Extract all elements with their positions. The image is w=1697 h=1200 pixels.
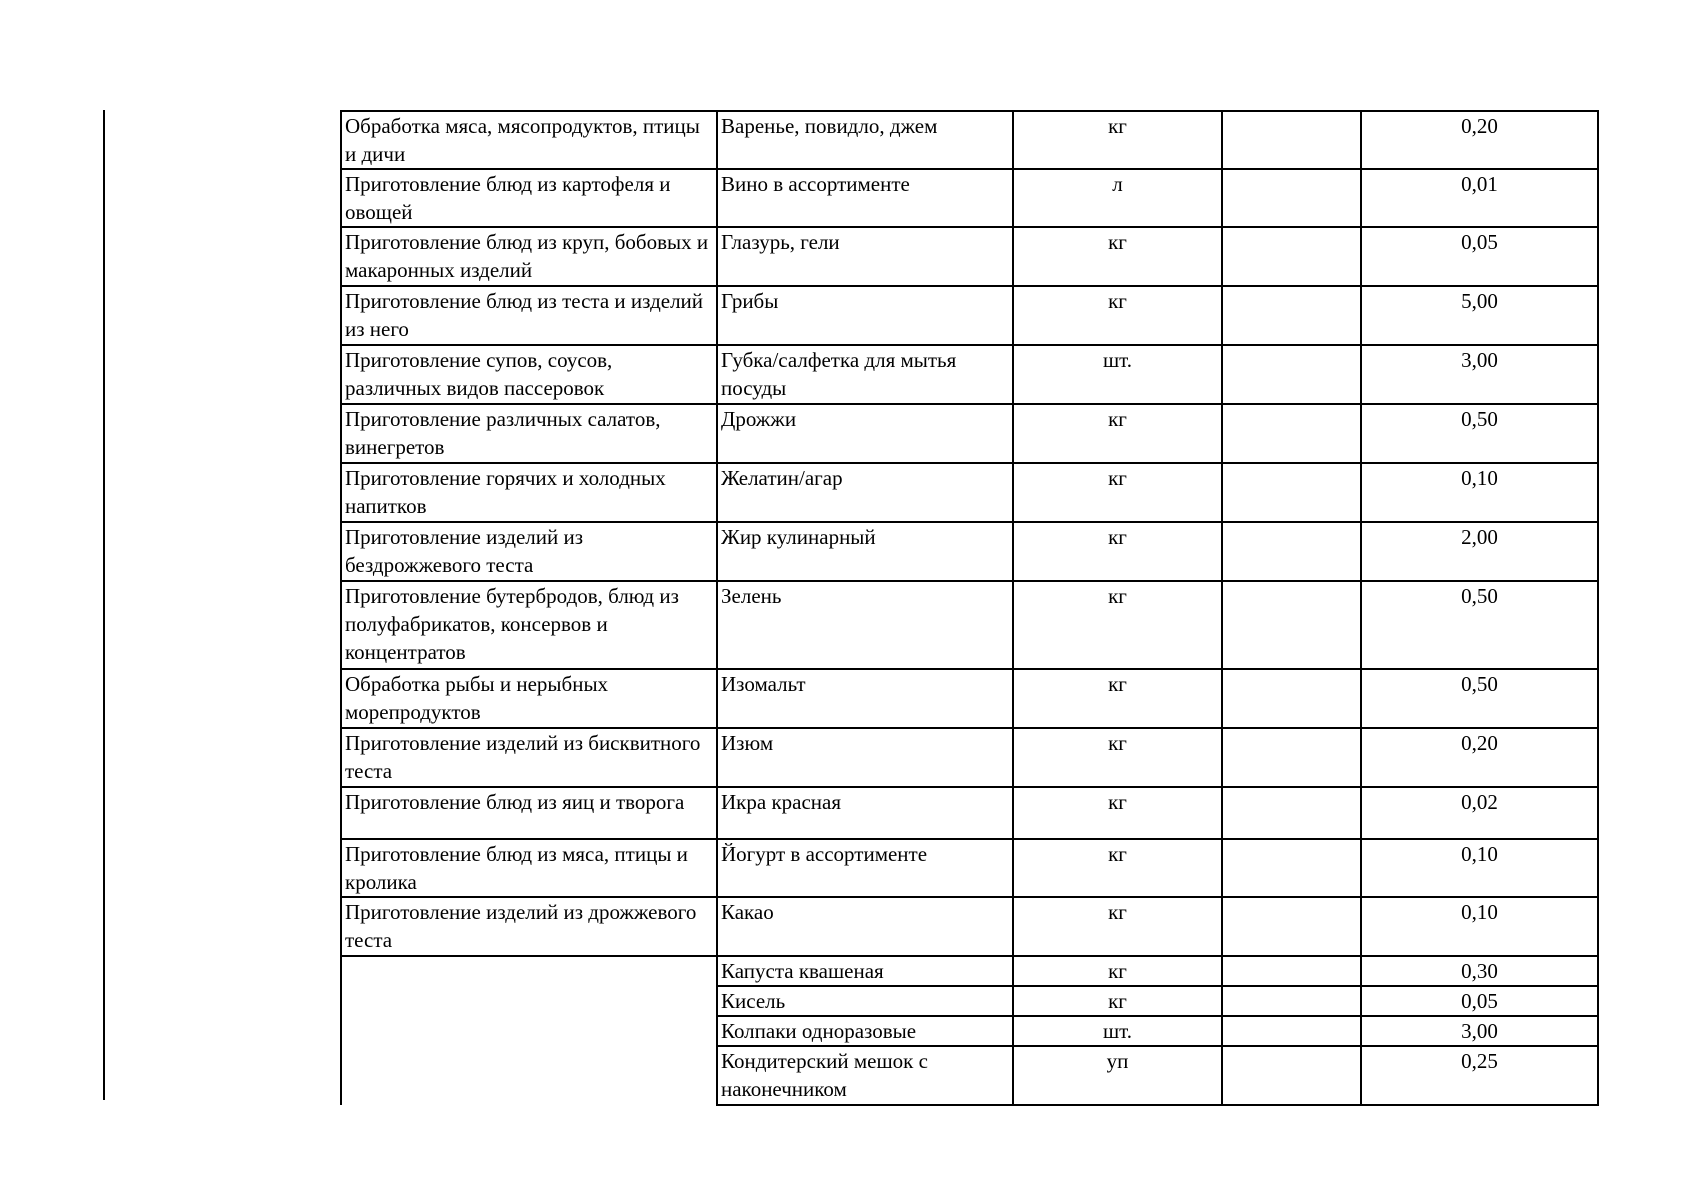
- empty-cell: [1222, 1016, 1361, 1046]
- quantity-cell: 0,30: [1361, 956, 1598, 986]
- unit-cell: шт.: [1013, 1016, 1222, 1046]
- empty-cell: [1222, 669, 1361, 728]
- left-margin-rule: [103, 110, 105, 1100]
- empty-cell: [1222, 839, 1361, 897]
- quantity-cell: 0,50: [1361, 581, 1598, 669]
- work-cell: Приготовление блюд из картофеля и овощей: [341, 169, 717, 227]
- work-cell: Приготовление изделий из бездрожжевого теста: [341, 522, 717, 581]
- empty-cell: [1222, 286, 1361, 345]
- item-cell: Дрожжи: [717, 404, 1013, 463]
- table-row: [341, 169, 1598, 227]
- work-cell: Приготовление изделий из дрожжевого теста: [341, 897, 717, 956]
- work-cell: Приготовление блюд из мяса, птицы и кролика: [341, 839, 717, 897]
- unit-cell: кг: [1013, 227, 1222, 286]
- empty-cell: [1222, 986, 1361, 1016]
- item-cell: Икра красная: [717, 787, 1013, 839]
- unit-cell: кг: [1013, 986, 1222, 1016]
- table-row: [341, 669, 1598, 728]
- empty-cell: [1222, 897, 1361, 956]
- empty-cell: [1222, 404, 1361, 463]
- unit-cell: кг: [1013, 286, 1222, 345]
- quantity-cell: 0,01: [1361, 169, 1598, 227]
- empty-cell: [1222, 728, 1361, 787]
- materials-table: [340, 110, 1599, 1106]
- empty-cell: [1222, 463, 1361, 522]
- unit-cell: кг: [1013, 669, 1222, 728]
- work-cell: Приготовление бутербродов, блюд из полуфабрикатов, консервов и концентратов: [341, 581, 717, 669]
- empty-cell: [1222, 227, 1361, 286]
- empty-cell: [1222, 787, 1361, 839]
- table-row: [341, 345, 1598, 404]
- quantity-cell: 3,00: [1361, 1016, 1598, 1046]
- quantity-cell: 0,50: [1361, 669, 1598, 728]
- unit-cell: уп: [1013, 1046, 1222, 1105]
- item-cell: Йогурт в ассортименте: [717, 839, 1013, 897]
- item-cell: Вино в ассортименте: [717, 169, 1013, 227]
- empty-cell: [1222, 345, 1361, 404]
- unit-cell: кг: [1013, 787, 1222, 839]
- item-cell: Изюм: [717, 728, 1013, 787]
- quantity-cell: 0,25: [1361, 1046, 1598, 1105]
- work-cell: Приготовление изделий из бисквитного теста: [341, 728, 717, 787]
- work-cell: Приготовление различных салатов, винегретов: [341, 404, 717, 463]
- table-row: [341, 463, 1598, 522]
- empty-cell: [1222, 1046, 1361, 1105]
- quantity-cell: 0,05: [1361, 986, 1598, 1016]
- item-cell: Какао: [717, 897, 1013, 956]
- unit-cell: кг: [1013, 728, 1222, 787]
- item-cell: Зелень: [717, 581, 1013, 669]
- table-row: [341, 111, 1598, 169]
- empty-cell: [1222, 581, 1361, 669]
- item-cell: Грибы: [717, 286, 1013, 345]
- quantity-cell: 3,00: [1361, 345, 1598, 404]
- table-row: [341, 787, 1598, 839]
- work-cell: Приготовление блюд из теста и изделий из него: [341, 286, 717, 345]
- unit-cell: кг: [1013, 581, 1222, 669]
- item-cell: Глазурь, гели: [717, 227, 1013, 286]
- quantity-cell: 0,10: [1361, 897, 1598, 956]
- unit-cell: шт.: [1013, 345, 1222, 404]
- quantity-cell: 0,05: [1361, 227, 1598, 286]
- work-cell-empty: [341, 956, 717, 1105]
- item-cell: Капуста квашеная: [717, 956, 1013, 986]
- unit-cell: кг: [1013, 522, 1222, 581]
- item-cell: Изомальт: [717, 669, 1013, 728]
- item-cell: Варенье, повидло, джем: [717, 111, 1013, 169]
- table-row: [341, 227, 1598, 286]
- unit-cell: кг: [1013, 897, 1222, 956]
- table-row: [341, 897, 1598, 956]
- item-cell: Кондитерский мешок с наконечником: [717, 1046, 1013, 1105]
- item-cell: Кисель: [717, 986, 1013, 1016]
- table-row: [341, 728, 1598, 787]
- unit-cell: кг: [1013, 463, 1222, 522]
- unit-cell: кг: [1013, 839, 1222, 897]
- work-cell: Приготовление блюд из яиц и творога: [341, 787, 717, 839]
- quantity-cell: 0,50: [1361, 404, 1598, 463]
- quantity-cell: 0,10: [1361, 839, 1598, 897]
- quantity-cell: 0,20: [1361, 111, 1598, 169]
- unit-cell: кг: [1013, 404, 1222, 463]
- item-cell: Желатин/агар: [717, 463, 1013, 522]
- item-cell: Жир кулинарный: [717, 522, 1013, 581]
- work-cell: Приготовление супов, соусов, различных видов пассеровок: [341, 345, 717, 404]
- unit-cell: л: [1013, 169, 1222, 227]
- unit-cell: кг: [1013, 111, 1222, 169]
- table-row: [341, 839, 1598, 897]
- empty-cell: [1222, 169, 1361, 227]
- table-row: [341, 956, 1598, 986]
- item-cell: Губка/салфетка для мытья посуды: [717, 345, 1013, 404]
- unit-cell: кг: [1013, 956, 1222, 986]
- quantity-cell: 2,00: [1361, 522, 1598, 581]
- table-row: [341, 404, 1598, 463]
- table-row: [341, 522, 1598, 581]
- table-row: [341, 286, 1598, 345]
- quantity-cell: 0,02: [1361, 787, 1598, 839]
- table-row: [341, 581, 1598, 669]
- quantity-cell: 0,20: [1361, 728, 1598, 787]
- quantity-cell: 0,10: [1361, 463, 1598, 522]
- quantity-cell: 5,00: [1361, 286, 1598, 345]
- empty-cell: [1222, 111, 1361, 169]
- empty-cell: [1222, 522, 1361, 581]
- work-cell: Обработка рыбы и нерыбных морепродуктов: [341, 669, 717, 728]
- empty-cell: [1222, 956, 1361, 986]
- work-cell: Приготовление горячих и холодных напитков: [341, 463, 717, 522]
- item-cell: Колпаки одноразовые: [717, 1016, 1013, 1046]
- work-cell: Обработка мяса, мясопродуктов, птицы и дичи: [341, 111, 717, 169]
- work-cell: Приготовление блюд из круп, бобовых и макаронных изделий: [341, 227, 717, 286]
